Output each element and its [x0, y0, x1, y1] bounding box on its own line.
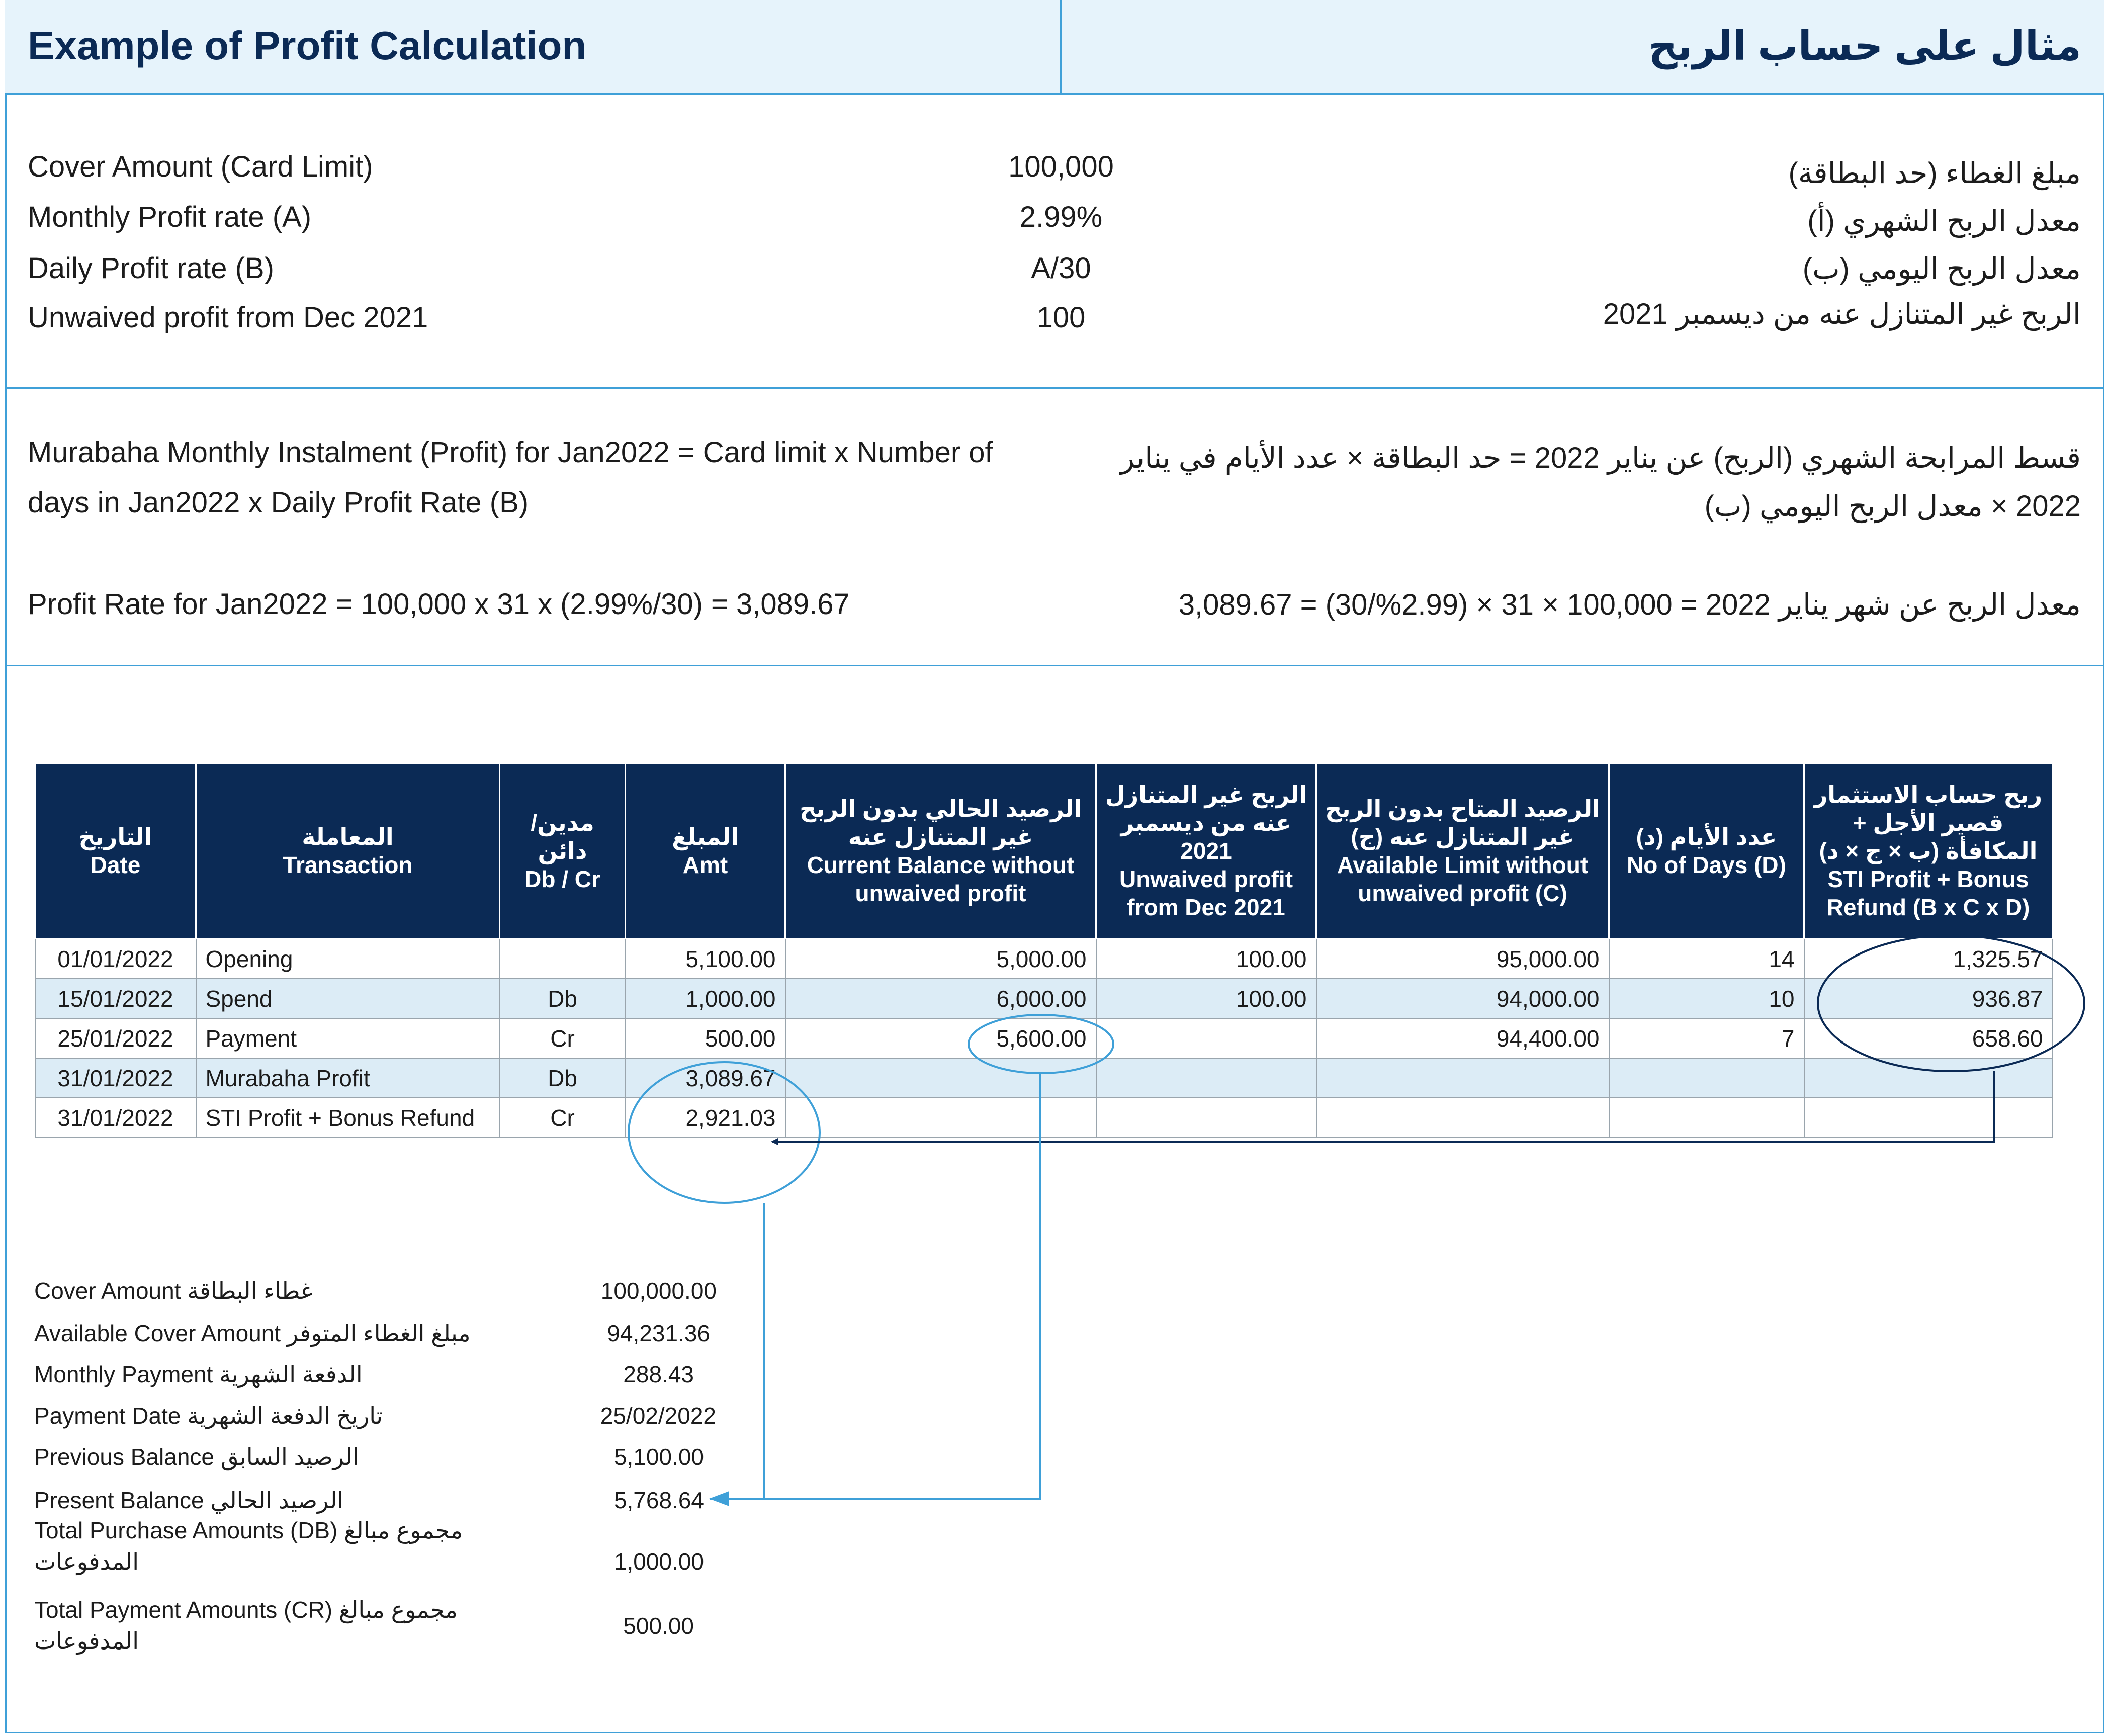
- col-header-unwaived-profit: الربح غير المتنازل عنه من ديسمبر 2021 Unwaived profit from Dec 2021: [1096, 763, 1316, 939]
- cell-date: 01/01/2022: [35, 939, 196, 979]
- cell-transaction: Opening: [196, 939, 500, 979]
- cell-sti-profit: 658.60: [1804, 1018, 2053, 1058]
- arrow-sti-to-refund: [772, 1071, 1994, 1142]
- cell-transaction: Spend: [196, 979, 500, 1018]
- summary-total-purchase-label-line2: المدفوعات: [34, 1548, 139, 1575]
- cell-transaction: Payment: [196, 1018, 500, 1058]
- col-header-transaction: المعاملة Transaction: [196, 763, 500, 939]
- summary-monthly-payment-label: Monthly Payment الدفعة الشهرية: [34, 1361, 363, 1387]
- cell-available-limit: 94,000.00: [1316, 979, 1609, 1018]
- cell-db-cr: Db: [500, 979, 626, 1018]
- param-daily-rate-label: Daily Profit rate (B): [28, 252, 274, 285]
- cell-sti-profit: 936.87: [1804, 979, 2053, 1018]
- summary-available-cover-label: Available Cover Amount مبلغ الغطاء المتوفر: [34, 1320, 471, 1346]
- col-header-amount: المبلغ Amt: [626, 763, 785, 939]
- param-cover-amount-label: Cover Amount (Card Limit): [28, 150, 373, 183]
- cell-db-cr: Db: [500, 1058, 626, 1098]
- cell-unwaived-profit: 100.00: [1096, 979, 1316, 1018]
- cell-unwaived-profit: 100.00: [1096, 939, 1316, 979]
- cell-date: 15/01/2022: [35, 979, 196, 1018]
- cell-date: 31/01/2022: [35, 1058, 196, 1098]
- summary-available-cover-value: 94,231.36: [607, 1320, 710, 1346]
- col-header-sti-profit: ربح حساب الاستثمار قصير الأجل + المكافأة (ب × ج × د) STI Profit + Bonus Refund (B x C x D): [1804, 763, 2053, 939]
- param-monthly-rate-label: Monthly Profit rate (A): [28, 201, 312, 233]
- param-monthly-rate-value: 2.99%: [1019, 201, 1103, 233]
- summary-previous-balance-value: 5,100.00: [613, 1444, 704, 1470]
- formula-arabic-line2: 2022 × معدل الربح اليومي (ب): [1704, 490, 2081, 523]
- cell-sti-profit: 1,325.57: [1804, 939, 2053, 979]
- param-unwaived-profit-value: 100: [1036, 301, 1086, 334]
- cell-available-limit: 95,000.00: [1316, 939, 1609, 979]
- param-daily-rate-value: A/30: [1031, 252, 1091, 285]
- cell-available-limit: 94,400.00: [1316, 1018, 1609, 1058]
- cell-amount: 500.00: [626, 1018, 785, 1058]
- param-cover-amount-value: 100,000: [1008, 150, 1114, 183]
- cell-transaction: Murabaha Profit: [196, 1058, 500, 1098]
- cell-date: 31/01/2022: [35, 1098, 196, 1138]
- col-header-days: عدد الأيام (د) No of Days (D): [1609, 763, 1804, 939]
- cell-amount: 2,921.03: [626, 1098, 785, 1138]
- col-header-available-limit: الرصيد المتاح بدون الربح غير المتنازل عنه (ج) Available Limit without unwaived profit (C): [1316, 763, 1609, 939]
- cell-days: 10: [1609, 979, 1804, 1018]
- summary-previous-balance-label: Previous Balance الرصيد السابق: [34, 1444, 359, 1470]
- summary-cover-amount-value: 100,000.00: [600, 1278, 717, 1304]
- title-arabic: مثال على حساب الربح: [1648, 24, 2081, 68]
- cell-amount: 3,089.67: [626, 1058, 785, 1098]
- param-cover-amount-arabic: مبلغ الغطاء (حد البطاقة): [1788, 157, 2081, 190]
- cell-date: 25/01/2022: [35, 1018, 196, 1058]
- summary-monthly-payment-value: 288.43: [623, 1361, 694, 1387]
- summary-total-payment-label-line2: المدفوعات: [34, 1628, 139, 1654]
- cell-current-balance: 5,600.00: [785, 1018, 1096, 1058]
- profit-rate-arabic: معدل الربح عن شهر يناير 2022 = 100,000 × 31 × (2.99%/30) = 3,089.67: [1178, 588, 2081, 621]
- summary-present-balance-label: Present Balance الرصيد الحالي: [34, 1487, 344, 1513]
- title-english: Example of Profit Calculation: [28, 23, 587, 68]
- summary-present-balance-value: 5,768.64: [613, 1487, 704, 1513]
- formula-english-line1: Murabaha Monthly Instalment (Profit) for Jan2022 = Card limit x Number of: [28, 436, 993, 469]
- highlight-ellipse-sti-profit: [1818, 935, 2084, 1071]
- arrow-balance-to-present: [710, 1074, 1040, 1499]
- formula-arabic-line1: قسط المرابحة الشهري (الربح) عن يناير 2022 = حد البطاقة × عدد الأيام في يناير: [1120, 442, 2081, 474]
- formula-english-line2: days in Jan2022 x Daily Profit Rate (B): [28, 486, 529, 519]
- cell-days: 7: [1609, 1018, 1804, 1058]
- profit-rate-english: Profit Rate for Jan2022 = 100,000 x 31 x (2.99%/30) = 3,089.67: [28, 588, 850, 621]
- summary-cover-amount-label: Cover Amount غطاء البطاقة: [34, 1278, 313, 1304]
- highlight-ellipse-current-balance: [969, 1015, 1113, 1073]
- col-header-db-cr: مدين/ دائن Db / Cr: [500, 763, 626, 939]
- cell-days: 14: [1609, 939, 1804, 979]
- cell-transaction: STI Profit + Bonus Refund: [196, 1098, 500, 1138]
- summary-total-purchase-label: Total Purchase Amounts (DB) مجموع مبالغ: [34, 1517, 463, 1543]
- highlight-ellipse-amount: [629, 1062, 820, 1203]
- param-unwaived-profit-arabic: الربح غير المتنازل عنه من ديسمبر 2021: [1603, 298, 2081, 330]
- col-header-current-balance: الرصيد الحالي بدون الربح غير المتنازل عنه Current Balance without unwaived profit: [785, 763, 1096, 939]
- cell-current-balance: 6,000.00: [785, 979, 1096, 1018]
- summary-payment-date-label: Payment Date تاريخ الدفعة الشهرية: [34, 1403, 383, 1429]
- cell-amount: 1,000.00: [626, 979, 785, 1018]
- summary-total-purchase-value: 1,000.00: [613, 1548, 704, 1575]
- cell-db-cr: Cr: [500, 1018, 626, 1058]
- param-monthly-rate-arabic: معدل الربح الشهري (أ): [1807, 205, 2081, 237]
- cell-amount: 5,100.00: [626, 939, 785, 979]
- cell-db-cr: Cr: [500, 1098, 626, 1138]
- summary-total-payment-value: 500.00: [623, 1613, 694, 1639]
- summary-total-payment-label: Total Payment Amounts (CR) مجموع مبالغ: [34, 1597, 458, 1623]
- param-daily-rate-arabic: معدل الربح اليومي (ب): [1802, 252, 2081, 285]
- col-header-date: التاريخ Date: [35, 763, 196, 939]
- param-unwaived-profit-label: Unwaived profit from Dec 2021: [28, 301, 428, 334]
- summary-payment-date-value: 25/02/2022: [600, 1403, 716, 1429]
- cell-current-balance: 5,000.00: [785, 939, 1096, 979]
